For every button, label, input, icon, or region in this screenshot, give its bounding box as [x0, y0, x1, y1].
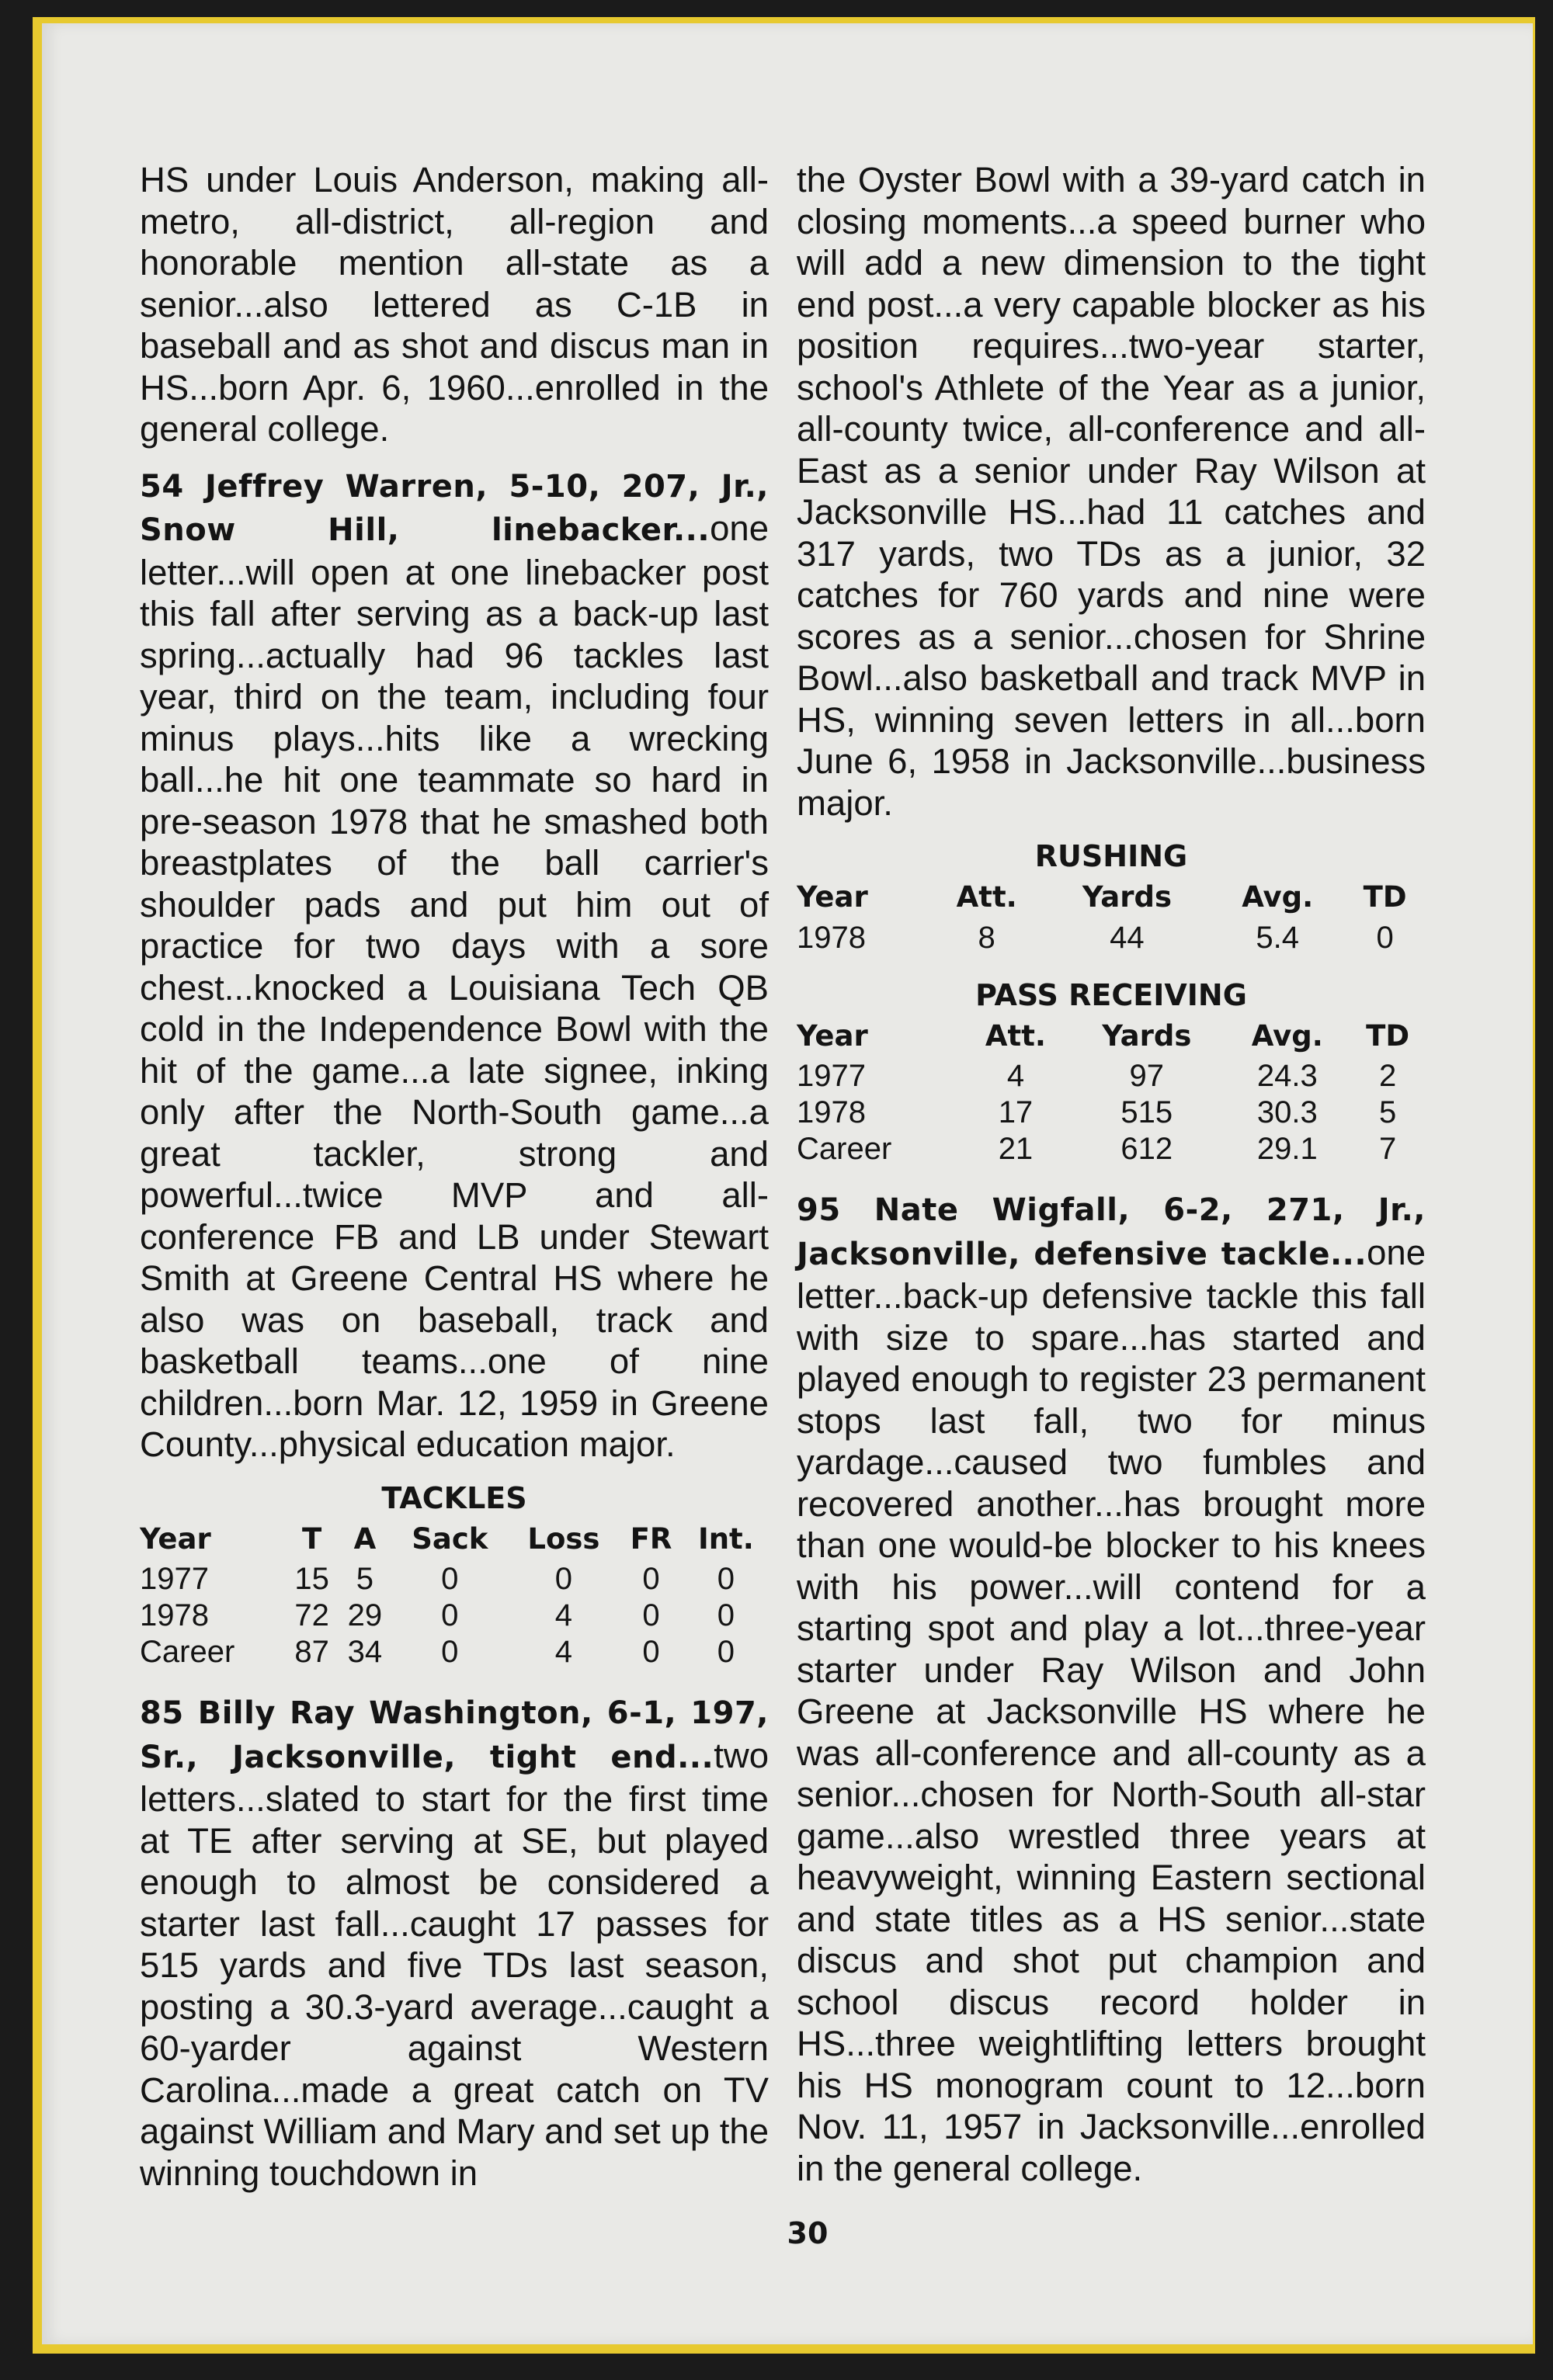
pass-receiving-table	[797, 977, 1426, 1168]
col-header: Yards	[1082, 880, 1172, 914]
table-cell: 0	[717, 1635, 735, 1669]
left-column	[140, 159, 769, 2208]
table-cell: 515	[1120, 1095, 1173, 1129]
col-header: Sack	[412, 1521, 488, 1556]
col-header: T	[302, 1521, 322, 1556]
table-cell: 0	[717, 1562, 735, 1596]
paragraph-continued: the Oyster Bowl with a 39-yard catch in closing moments...a speed burner who will add a new dimension to the tight end post...a very capable blocker as his position requires...two-year starter, school's Athlete of the Year as a junior, all-county twice, all-conference and all-East as a senior under Ray Wilson at Jacksonville HS...had 11 catches and 317 yards, two TDs as a junior, 32 catches for 760 yards and nine were scores as a senior...chosen for Shrine Bowl...also basketball and track MVP in HS, winning seven letters in all...born June 6, 1958 in Jacksonville...business major.	[797, 160, 1426, 823]
table-cell: 612	[1120, 1132, 1173, 1166]
table-cell: 24.3	[1256, 1059, 1318, 1093]
player-heading: 95 Nate Wigfall, 6-2, 271, Jr., Jacksonville, defensive tackle...	[797, 1192, 1426, 1272]
table-cell: 0	[441, 1562, 459, 1596]
table-cell: 5	[356, 1562, 374, 1596]
table-cell: 72	[294, 1598, 329, 1632]
table-cell: 1978	[797, 1095, 866, 1129]
table-cell: 29	[347, 1598, 383, 1632]
col-header: Year	[797, 880, 868, 914]
table-cell: 4	[554, 1635, 573, 1669]
table-cell: 44	[1110, 920, 1145, 955]
table-cell: 17	[998, 1095, 1034, 1129]
player-heading: 54 Jeffrey Warren, 5-10, 207, Jr., Snow Hill, linebacker...	[140, 468, 769, 548]
table-cell: 0	[642, 1635, 660, 1669]
right-column	[797, 159, 1426, 2203]
col-header: Year	[797, 1018, 868, 1053]
table-cell: 1978	[797, 920, 866, 955]
table-cell: 0	[441, 1635, 459, 1669]
table-cell: 0	[1376, 920, 1394, 955]
col-header: Int.	[697, 1521, 754, 1556]
table-cell: 4	[554, 1598, 573, 1632]
table-row	[140, 1561, 769, 1598]
table-header-row	[797, 1014, 1426, 1059]
table-title: RUSHING	[1034, 839, 1188, 873]
col-header: TD	[1363, 880, 1407, 914]
col-header: A	[353, 1521, 377, 1556]
table-cell: 21	[998, 1132, 1034, 1166]
table-cell: Career	[797, 1132, 892, 1166]
player-bio: one letter...back-up defensive tackle this fall with size to spare...has started and played enough to register 23 permanent stops last fall, two for minus yardage...caused two fumbles and recovered another...has brought more than one would-be blocker to his knees with his power...will contend for a starting spot and play a lot...three-year starter under Ray Wilson and John Greene at Jacksonville HS where he was all-conference and all-county as a senior...chosen for North-South all-star game...also wrestled three years at heavyweight, winning Eastern sectional and state titles as a HS senior...state discus and shot put champion and school discus record holder in HS...three weightlifting letters brought his HS monogram count to 12...born Nov. 11, 1957 in Jacksonville...enrolled in the general college.	[797, 1232, 1426, 2188]
table-cell: 2	[1378, 1059, 1397, 1093]
table-row	[797, 1095, 1426, 1131]
col-header: Att.	[985, 1018, 1046, 1053]
player-heading: 85 Billy Ray Washington, 6-1, 197, Sr., Jacksonville, tight end...	[140, 1695, 769, 1775]
table-title: PASS RECEIVING	[975, 977, 1247, 1012]
table-header-row	[797, 875, 1426, 920]
col-header: Year	[140, 1521, 211, 1556]
table-cell: 15	[294, 1562, 329, 1596]
table-cell: 5.4	[1256, 920, 1299, 955]
col-header: Avg.	[1242, 880, 1314, 914]
table-cell: 1977	[797, 1059, 866, 1093]
table-row	[140, 1634, 769, 1671]
paragraph-continued: HS under Louis Anderson, making all-metro, all-district, all-region and honorable mention all-state as a senior...also lettered as C-1B in baseball and as shot and discus man in HS...born Apr. 6, 1960...enrolled in the general college.	[140, 160, 769, 449]
player-bio: two letters...slated to start for the first time at TE after serving at SE, but played enough to almost be considered a starter last fall...caught 17 passes for 515 yards and five TDs last season, posting a 30.3-yard average...caught a 60-yarder against Western Carolina...made a great catch on TV against William and Mary and set up the winning touchdown in	[140, 1735, 769, 2193]
table-title: TACKLES	[381, 1480, 527, 1515]
rushing-table	[797, 838, 1426, 956]
table-cell: 8	[978, 920, 995, 955]
table-cell: 0	[717, 1598, 735, 1632]
col-header: Loss	[527, 1521, 600, 1556]
table-cell: 97	[1129, 1059, 1165, 1093]
table-cell: 29.1	[1256, 1132, 1318, 1166]
table-cell: 0	[642, 1598, 660, 1632]
table-cell: 87	[294, 1635, 329, 1669]
table-header-row	[140, 1517, 769, 1562]
table-cell: 0	[642, 1562, 660, 1596]
table-cell: 0	[441, 1598, 459, 1632]
player-entry-warren	[140, 464, 769, 1466]
table-row	[797, 1058, 1426, 1095]
table-cell: 1977	[140, 1562, 209, 1596]
col-header: Avg.	[1251, 1018, 1323, 1053]
page-number: 30	[787, 2216, 829, 2250]
tackles-table	[140, 1480, 769, 1671]
col-header: TD	[1366, 1018, 1410, 1053]
table-row	[797, 1131, 1426, 1167]
table-row	[140, 1598, 769, 1634]
player-entry-wigfall	[797, 1188, 1426, 2189]
table-cell: 0	[554, 1562, 573, 1596]
table-cell: 4	[1006, 1059, 1025, 1093]
player-entry-washington	[140, 1691, 769, 2194]
table-cell: 5	[1378, 1095, 1397, 1129]
player-bio: one letter...will open at one linebacker post this fall after serving as a back-up last spring...actually had 96 tackles last year, third on the team, including four minus plays...hits like a wrecking ball...he hit one teammate so hard in pre-season 1978 that he smashed both breastplates of the ball carrier's shoulder pads and put him out of practice for two days with a sore chest...knocked a Louisiana Tech QB cold in the Independence Bowl with the hit of the game...a late signee, inking only after the North-South game...a great tackler, strong and powerful...twice MVP and all-conference FB and LB under Stewart Smith at Greene Central HS where he also was on baseball, track and basketball teams...one of nine children...born Mar. 12, 1959 in Greene County...physical education major.	[140, 508, 769, 1464]
table-row	[797, 920, 1426, 956]
table-cell: 30.3	[1256, 1095, 1318, 1129]
table-cell: 34	[347, 1635, 383, 1669]
col-header: FR	[630, 1521, 672, 1556]
col-header: Att.	[956, 880, 1017, 914]
table-cell: 1978	[140, 1598, 209, 1632]
table-cell: 7	[1378, 1132, 1397, 1166]
table-cell: Career	[140, 1635, 235, 1669]
col-header: Yards	[1102, 1018, 1192, 1053]
